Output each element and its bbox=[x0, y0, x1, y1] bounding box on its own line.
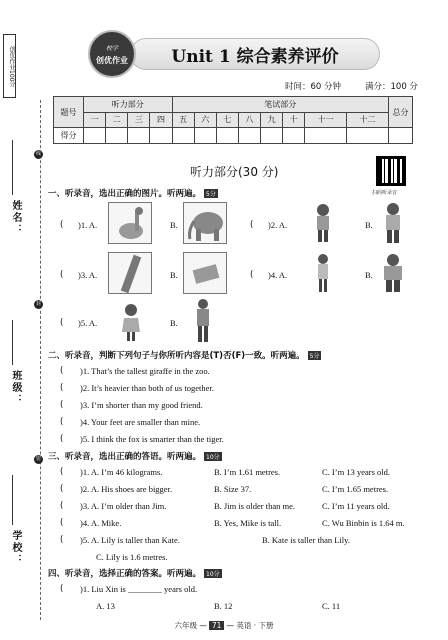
s3-q1-b: B. I’m 1.61 metres. bbox=[214, 467, 281, 477]
row-header-score: 得分 bbox=[54, 128, 84, 144]
answer-paren-open[interactable]: ( bbox=[60, 535, 64, 545]
score-cell[interactable] bbox=[305, 128, 347, 144]
listen-header: 听力部分 bbox=[84, 97, 173, 113]
section-1-title bbox=[48, 187, 218, 199]
qr-code-icon[interactable] bbox=[376, 156, 406, 186]
s2-item-3: )3. I’m shorter than my good friend. bbox=[80, 400, 203, 410]
footer-grade: 六年级 — bbox=[174, 621, 207, 630]
answer-paren-open[interactable]: ( bbox=[60, 318, 64, 328]
s3-q5-b: B. Kate is taller than Lily. bbox=[262, 535, 350, 545]
answer-paren-open[interactable]: ( bbox=[60, 366, 64, 376]
ruler-image[interactable] bbox=[108, 252, 152, 294]
ruler-icon bbox=[109, 253, 153, 295]
answer-paren-open[interactable]: ( bbox=[250, 270, 254, 280]
s2-item-4: )4. Your feet are smaller than mine. bbox=[80, 417, 201, 427]
s3-q4-b: B. Yes, Mike is tall. bbox=[214, 518, 282, 528]
col-header: 六 bbox=[194, 112, 216, 128]
thin-boy-image[interactable] bbox=[308, 252, 338, 294]
score-cell[interactable] bbox=[172, 128, 194, 144]
col-header: 九 bbox=[261, 112, 283, 128]
answer-paren-open[interactable]: ( bbox=[60, 383, 64, 393]
s1-q5-label: )5. A. bbox=[78, 318, 98, 328]
answer-paren-open[interactable]: ( bbox=[60, 518, 64, 528]
s3-q3-b: B. Jim is older than me. bbox=[214, 501, 295, 511]
cut-dot-3: 密 bbox=[35, 456, 41, 462]
answer-paren-open[interactable]: ( bbox=[60, 417, 64, 427]
s4-q1-b: B. 12 bbox=[214, 601, 233, 611]
short-girl-image[interactable] bbox=[118, 300, 144, 342]
name-label: 姓名： bbox=[10, 200, 21, 236]
s3-q3-a: )3. A. I’m older than Jim. bbox=[80, 501, 167, 511]
footer-subject: — 英语 · 下册 bbox=[226, 621, 274, 630]
answer-paren-open[interactable]: ( bbox=[60, 400, 64, 410]
col-header: 五 bbox=[172, 112, 194, 128]
school-label: 学校： bbox=[10, 530, 21, 566]
answer-paren-open[interactable]: ( bbox=[60, 220, 64, 230]
time-limit: 时间：60 分钟 bbox=[285, 82, 342, 92]
s1-q4-b: B. bbox=[365, 270, 373, 280]
tall-boy-image[interactable] bbox=[378, 202, 408, 244]
page-title: Unit 1 综合素养评价 bbox=[171, 47, 339, 67]
section-3-text: 三、听录音，选出正确的答语。听两遍。 bbox=[48, 452, 202, 462]
answer-paren-open[interactable]: ( bbox=[60, 434, 64, 444]
score-cell[interactable] bbox=[84, 128, 106, 144]
section-2-text: 二、听录音，判断下列句子与你所听内容是(T)否(F)一致。听两遍。 bbox=[48, 351, 305, 361]
s1-q2-label: )2. A. bbox=[268, 220, 288, 230]
brand-logo bbox=[88, 30, 136, 78]
col-header: 七 bbox=[216, 112, 238, 128]
class-line bbox=[12, 320, 13, 365]
tall-man-image[interactable] bbox=[190, 298, 216, 344]
score-table bbox=[53, 96, 413, 144]
s1-q3-label: )3. A. bbox=[78, 270, 98, 280]
section-2-title bbox=[48, 349, 321, 361]
class-label: 班级： bbox=[10, 370, 21, 406]
s1-q2-b: B. bbox=[365, 220, 373, 230]
eraser-icon bbox=[184, 253, 228, 295]
score-cell[interactable] bbox=[216, 128, 238, 144]
eraser-image[interactable] bbox=[183, 252, 227, 294]
s3-q4-a: )4. A. Mike. bbox=[80, 518, 122, 528]
s4-q1: )1. Liu Xin is ________ years old. bbox=[80, 584, 198, 594]
s2-item-1: )1. That’s the tallest giraffe in the zoo. bbox=[80, 366, 210, 376]
s4-q1-c: C. 11 bbox=[322, 601, 341, 611]
chubby-boy-image[interactable] bbox=[378, 252, 408, 294]
written-header: 笔试部分 bbox=[172, 97, 389, 113]
s3-q5-c: C. Lily is 1.6 metres. bbox=[96, 552, 168, 562]
score-cell[interactable] bbox=[128, 128, 150, 144]
s3-q1-a: )1. A. I’m 46 kilograms. bbox=[80, 467, 163, 477]
col-header: 二 bbox=[106, 112, 128, 128]
col-header: 三 bbox=[128, 112, 150, 128]
score-cell[interactable] bbox=[194, 128, 216, 144]
answer-paren-open[interactable]: ( bbox=[60, 270, 64, 280]
s1-q5-b: B. bbox=[170, 318, 178, 328]
brand-vertical-box: 创优作业100分 bbox=[3, 34, 16, 98]
score-cell[interactable] bbox=[261, 128, 283, 144]
row-header-question: 题号 bbox=[54, 97, 84, 128]
section-4-title bbox=[48, 567, 222, 579]
s1-q1-label: )1. A. bbox=[78, 220, 98, 230]
score-cell[interactable] bbox=[347, 128, 389, 144]
answer-paren-open[interactable]: ( bbox=[250, 220, 254, 230]
page-footer bbox=[0, 620, 448, 631]
school-line bbox=[12, 475, 13, 525]
name-line bbox=[12, 140, 13, 195]
col-header: 十一 bbox=[305, 112, 347, 128]
cut-line bbox=[40, 100, 41, 620]
answer-paren-open[interactable]: ( bbox=[60, 584, 64, 594]
col-header: 十 bbox=[283, 112, 305, 128]
girl-icon bbox=[118, 300, 144, 342]
elephant-icon bbox=[184, 203, 228, 245]
s1-q3-b: B. bbox=[170, 270, 178, 280]
col-header: 一 bbox=[84, 112, 106, 128]
s3-q2-a: )2. A. His shoes are bigger. bbox=[80, 484, 173, 494]
score-cell[interactable] bbox=[150, 128, 172, 144]
col-header: 四 bbox=[150, 112, 172, 128]
cut-dot-1: 线 bbox=[35, 151, 41, 157]
cartoon-giraffe-image[interactable] bbox=[108, 202, 152, 244]
points-badge: 10分 bbox=[206, 454, 220, 461]
answer-paren-open[interactable]: ( bbox=[60, 501, 64, 511]
full-score: 满分：100 分 bbox=[365, 82, 418, 92]
section-1-text: 一、听录音，选出正确的图片。听两遍。 bbox=[48, 189, 202, 199]
giraffe-icon bbox=[109, 203, 153, 245]
s3-q3-c: C. I’m 11 years old. bbox=[322, 501, 390, 511]
boy-icon bbox=[308, 252, 338, 294]
elephant-image[interactable] bbox=[183, 202, 227, 244]
boy-icon bbox=[308, 202, 338, 244]
boy-icon bbox=[378, 252, 408, 294]
s3-q5-a: )5. A. Lily is taller than Kate. bbox=[80, 535, 180, 545]
points-badge: 5分 bbox=[309, 353, 320, 360]
s3-q2-c: C. I’m 1.65 metres. bbox=[322, 484, 389, 494]
cut-dot-2: 封 bbox=[35, 301, 41, 307]
score-cell[interactable] bbox=[238, 128, 260, 144]
total-header: 总分 bbox=[389, 97, 413, 128]
score-cell[interactable] bbox=[283, 128, 305, 144]
logo-main-text: 创优作业 bbox=[96, 56, 128, 65]
s4-q1-a: A. 13 bbox=[96, 601, 115, 611]
answer-paren-open[interactable]: ( bbox=[60, 467, 64, 477]
points-badge: 5分 bbox=[206, 191, 216, 198]
short-boy-image[interactable] bbox=[308, 202, 338, 244]
s3-q2-b: B. Size 37. bbox=[214, 484, 252, 494]
points-badge: 10分 bbox=[206, 571, 220, 578]
boy-icon bbox=[378, 202, 408, 244]
man-icon bbox=[190, 298, 216, 344]
s3-q1-c: C. I’m 13 years old. bbox=[322, 467, 390, 477]
col-header: 八 bbox=[238, 112, 260, 128]
s2-item-5: )5. I think the fox is smarter than the tiger. bbox=[80, 434, 224, 444]
s3-q4-c: C. Wu Binbin is 1.64 m. bbox=[322, 518, 405, 528]
listening-title: 听力部分(30 分) bbox=[190, 165, 279, 179]
col-header: 十二 bbox=[347, 112, 389, 128]
s1-q4-label: )4. A. bbox=[268, 270, 288, 280]
score-cell[interactable] bbox=[106, 128, 128, 144]
section-3-title bbox=[48, 450, 222, 462]
logo-top-text: 校学 bbox=[105, 45, 118, 52]
page-number: 71 bbox=[209, 621, 225, 630]
qr-caption: 扫码听录音 bbox=[372, 190, 398, 196]
s1-q1-b: B. bbox=[170, 220, 178, 230]
answer-paren-open[interactable]: ( bbox=[60, 484, 64, 494]
s2-item-2: )2. It’s heavier than both of us together. bbox=[80, 383, 214, 393]
score-cell[interactable] bbox=[389, 128, 413, 144]
section-4-text: 四、听录音，选择正确的答案。听两遍。 bbox=[48, 569, 202, 579]
